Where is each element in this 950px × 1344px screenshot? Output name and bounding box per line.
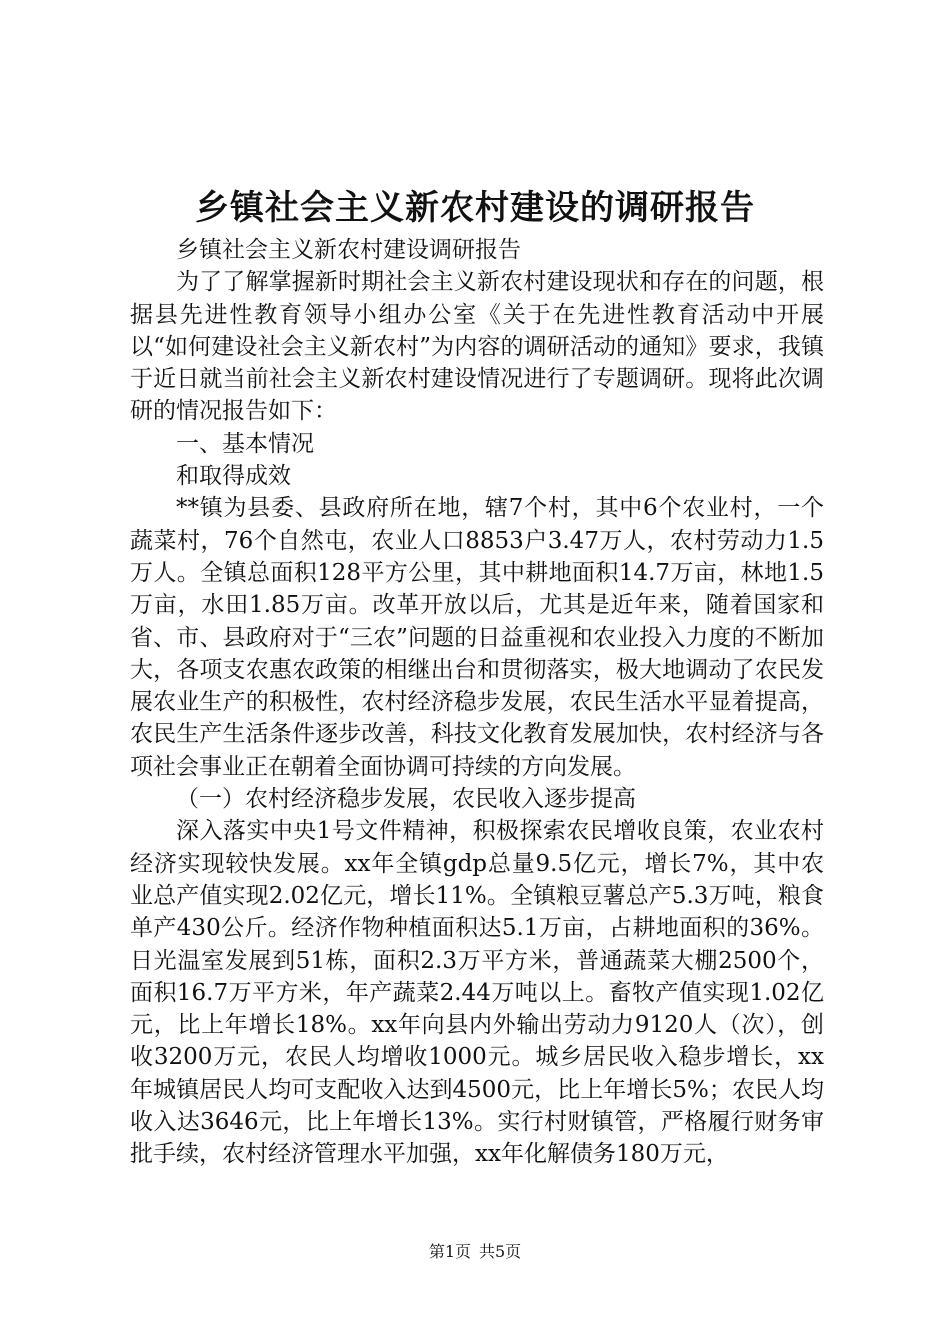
overview-paragraph: **镇为县委、县政府所在地，辖7个村，其中6个农业村，一个蔬菜村，76个自然屯，农业人口8853户3.47万人，农村劳动力1.5万人。全镇总面积128平方公里，其中耕地面积14.7万亩，林地1.5万亩，水田1.85万亩。改革开放以后，尤其是近年来，随着国家和省、市、县政府对于“三农”问题的日益重视和农业投入力度的不断加大，各项支农惠农政策的相继出台和贯彻落实，极大地调动了农民发展农业生产的积极性，农村经济稳步发展，农民生活水平显着提高，农民生产生活条件逐步改善，科技文化教育发展加快，农村经济与各项社会事业正在朝着全面协调可持续的方向发展。 — [130, 495, 824, 780]
subsection-heading: （一）农村经济稳步发展，农民收入逐步提高 — [176, 786, 636, 813]
page-number: 第1页 — [428, 1242, 471, 1261]
page-total: 共5页 — [479, 1242, 522, 1261]
subtitle-paragraph: 乡镇社会主义新农村建设调研报告 — [176, 237, 521, 263]
section-heading: 一、基本情况 — [176, 430, 314, 457]
section-heading-continued: 和取得成效 — [176, 463, 291, 490]
document-body — [130, 234, 824, 1171]
intro-paragraph: 为了了解掌握新时期社会主义新农村建设现状和存在的问题，根据县先进性教育领导小组办公室《关于在先进性教育活动中开展以“如何建设社会主义新农村”为内容的调研活动的通知》要求，我镇于近日就当前社会主义新农村建设情况进行了专题调研。现将此次调研的情况报告如下： — [130, 269, 824, 425]
document-title: 乡镇社会主义新农村建设的调研报告 — [195, 188, 755, 228]
page-footer — [0, 1241, 950, 1263]
economy-paragraph: 深入落实中央1号文件精神，积极探索农民增收良策，农业农村经济实现较快发展。xx年全镇gdp总量9.5亿元，增长7%，其中农业总产值实现2.02亿元，增长11%。全镇粮豆薯总产5.3万吨，粮食单产430公斤。经济作物种植面积达5.1万亩，占耕地面积的36%。日光温室发展到51栋，面积2.3万平方米，普通蔬菜大棚2500个，面积16.7万平方米，年产蔬菜2.44万吨以上。畜牧产值实现1.02亿元，比上年增长18%。xx年向县内外输出劳动力9120人（次），创收3200万元，农民人均增收1000元。城乡居民收入稳步增长，xx年城镇居民人均可支配收入达到4500元，比上年增长5%；农民人均收入达3646元，比上年增长13%。实行村财镇管，严格履行财务审批手续，农村经济管理水平加强，xx年化解债务180万元， — [130, 818, 824, 1168]
